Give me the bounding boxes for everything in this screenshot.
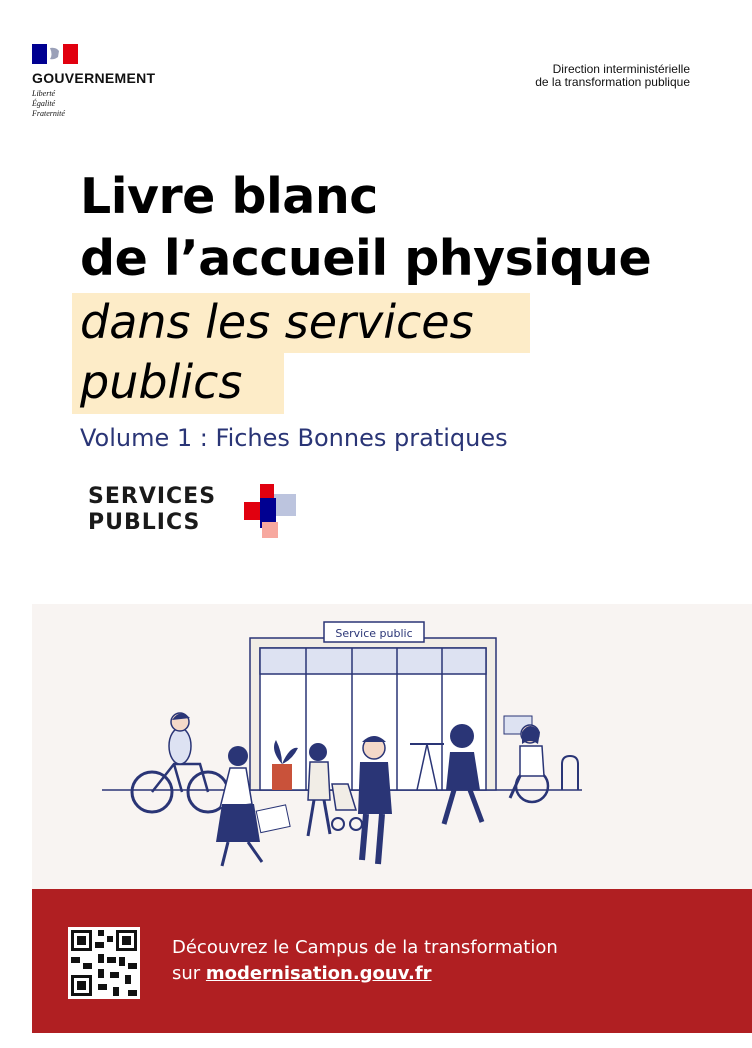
motto-fraternite: Fraternité — [32, 109, 65, 118]
qr-code-icon[interactable] — [68, 927, 140, 999]
title-line-2: de l’accueil physique — [80, 230, 652, 287]
document-title — [80, 166, 651, 290]
motto-liberte: Liberté — [32, 89, 56, 98]
direction-line-2: de la transformation publique — [535, 75, 690, 89]
marianne-flag-icon — [32, 44, 78, 64]
republic-motto — [32, 89, 65, 119]
illustration — [32, 604, 752, 890]
title-italic-line-1: dans les services — [80, 295, 474, 349]
cta-line-2 — [172, 961, 558, 987]
logo-line-1: SERVICES — [88, 484, 217, 509]
services-publics-cross-icon — [242, 484, 304, 542]
volume-subtitle: Volume 1 : Fiches Bonnes pratiques — [80, 424, 508, 452]
direction-line-1: Direction interministérielle — [552, 62, 690, 76]
services-publics-logo — [88, 484, 216, 536]
government-name: GOUVERNEMENT — [32, 70, 156, 86]
sign-text: Service public — [335, 627, 413, 640]
cta-prefix: sur — [172, 963, 201, 984]
motto-egalite: Égalité — [32, 99, 56, 108]
logo-line-2: PUBLICS — [88, 510, 201, 535]
direction-label — [535, 63, 690, 89]
campus-cta — [172, 935, 558, 987]
footer-banner — [32, 889, 752, 1033]
modernisation-link[interactable]: modernisation.gouv.fr — [205, 963, 432, 984]
public-service-scene — [32, 604, 752, 890]
title-italic-line-2: publics — [80, 355, 243, 409]
title-line-1: Livre blanc — [80, 168, 378, 225]
cta-line-1: Découvrez le Campus de la transformation — [172, 937, 558, 958]
